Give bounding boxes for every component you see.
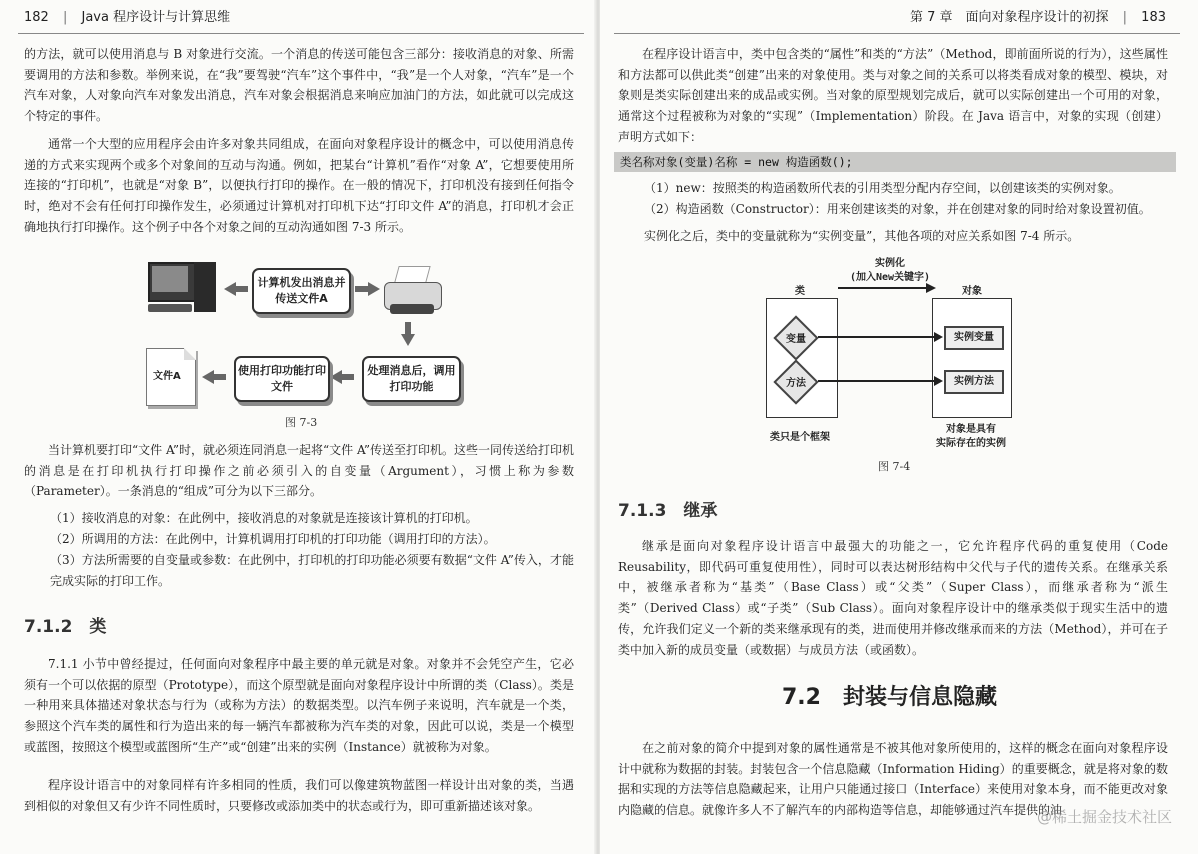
paragraph: 在程序设计语言中，类中包含类的“属性”和类的“方法”（Method，即前面所说的行为），这些属性和方法都可以供此类“创建”出来的对象使用。类与对象之间的关系可以将类看成对象的模型、模块，对象则是类实际创建出来的成品或实例。当对象的原型规划完成后，就可以实际创建出一个可用的对象，通常这个过程被称为对象的“实现”（Implementation）阶段。在 Java 语言中，对象的实现（创建）声明方式如下： (618, 47, 1168, 144)
list-item: （2）所调用的方法：在此例中，计算机调用打印机的打印功能（调用打印的方法）。 (50, 532, 496, 546)
object-note-line2: 实际存在的实例 (936, 438, 1006, 449)
list-item: （3）方法所需要的自变量或参数：在此例中，打印机的打印功能必须要有数据“文件 A”传入，才能完成实际的打印工作。 (50, 553, 574, 588)
header-divider: | (62, 10, 68, 25)
paragraph: 实例化之后，类中的变量就称为“实例变量”，其他各项的对应关系如图 7-4 所示。 (644, 229, 1080, 243)
left-page-header (24, 6, 230, 25)
paragraph: 程序设计语言中的对象同样有许多相同的性质，我们可以像建筑物蓝图一样设计出对象的类，当遇到相似的对象但又有少许不同性质时，只要修改或添加类中的状态或行为，即可重新描述该对象。 (24, 778, 574, 813)
left-page-number: 182 (24, 10, 49, 25)
paragraph: 的方法，就可以使用消息与 B 对象进行交流。一个消息的传送可能包含三部分：接收消息的对象、所需要调用的方法和参数。举例来说，在“我”要驾驶“汽车”这个事件中，“我”是一个人对象，“汽车”是一个汽车对象，人对象向汽车对象发出消息，汽车对象会根据消息来响应加油门的方法，如此就可以完成这个特定的事件。 (24, 47, 574, 124)
paragraph: 在之前对象的简介中提到对象的属性通常是不被其他对象所使用的，这样的概念在面向对象程序设计中就称为数据的封装。封装包含一个信息隐藏（Information Hiding）的重要概念，就是将对象的数据和实现的方法等信息隐藏起来，让用户只能通过接口（Interface）来使用对象本身，而不能更改对象内隐藏的信息。就像许多人不了解汽车的内部构造等信息，却能够通过汽车提供的油 (618, 741, 1168, 818)
figure-caption: 图 7-3 (285, 416, 318, 429)
paragraph: 7.1.1 小节中曾经提过，任何面向对象程序中最主要的单元就是对象。对象并不会凭空产生，它必须有一个可以依据的原型（Prototype），而这个原型就是面向对象程序设计中所谓的类（Class）。类是一种用来具体描述对象状态与行为（或称为方法）的数据类型。以汽车例子来说明，汽车就是一个类，参照这个汽车类的属性和行为造出来的每一辆汽车都被称为汽车类的对象，因此可以说，类是一个模型或蓝图，按照这个模型或蓝图所“生产”或“创建”出来的实例（Instance）就被称为对象。 (24, 657, 574, 754)
connector-line (818, 336, 936, 338)
arrow-left-icon (224, 282, 236, 296)
flow-box-print-file: 使用打印功能打印文件 (234, 356, 330, 402)
class-label: 类 (795, 286, 805, 297)
connector-line (818, 380, 936, 382)
right-page-header (910, 6, 1166, 25)
paragraph: 当计算机要打印“文件 A”时，就必须连同消息一起将“文件 A”传送至打印机。这些一同传送给打印机的消息是在打印机执行打印操作之前必须引入的自变量（Argument），习惯上称为参数（Parameter）。一条消息的“组成”可分为以下三部分。 (24, 443, 574, 499)
object-note-line1: 对象是具有 (946, 424, 996, 435)
object-frame (932, 298, 1012, 418)
right-page-number: 183 (1141, 10, 1166, 25)
section-heading-7-2: 7.2 封装与信息隐藏 (782, 685, 997, 710)
arrow-left-icon (330, 370, 342, 384)
instance-method-box: 实例方法 (944, 370, 1004, 394)
list-item: （1）new：按照类的构造函数所代表的引用类型分配内存空间，以创建该类的实例对象。 (644, 181, 1121, 195)
arrow-down-icon (401, 334, 415, 346)
variable-label: 变量 (786, 334, 806, 345)
arrow-shaft (355, 286, 369, 292)
arrow-right-icon (934, 332, 943, 342)
flow-box-send-message: 计算机发出消息并传送文件A (252, 268, 351, 314)
class-note: 类只是个框架 (770, 432, 830, 443)
document-label: 文件A (153, 371, 181, 382)
figure-caption: 图 7-4 (878, 460, 911, 473)
arrow-shaft (340, 374, 354, 380)
instantiation-label: 实例化 (875, 258, 905, 269)
instance-variable-box: 实例变量 (944, 326, 1004, 350)
object-label: 对象 (962, 286, 982, 297)
code-line: 类名称对象(变量)名称 = new 构造函数(); (614, 152, 1176, 172)
arrow-right-icon (368, 282, 380, 296)
paragraph: 继承是面向对象程序设计语言中最强大的功能之一，它允许程序代码的重复使用（Code Reusability，即代码可重复使用性），同时可以表达树形结构中父代与子代的遗传关系。在继承关系中，被继承者称为“基类”（Base Class）或“父类”（Super Class），而继承者称为“派生类”（Derived Class）或“子类”（Sub Class）。面向对象程序设计中的继承类似于现实生活中的遗传，允许我们定义一个新的类来继承现有的类，进而使用并修改继承而来的方法（Method），并可在子类中加入新的成员变量（或数据）与成员方法（或函数）。 (618, 539, 1168, 657)
arrow-left-icon (202, 370, 214, 384)
arrow-shaft (212, 374, 226, 380)
chapter-title: 第 7 章 面向对象程序设计的初探 (909, 10, 1109, 25)
right-page (600, 0, 1198, 854)
arrow-right-icon (934, 376, 943, 386)
header-rule (18, 33, 584, 34)
book-title: Java 程序设计与计算思维 (81, 10, 231, 25)
printer-icon (384, 266, 442, 318)
section-heading-7-1-2: 7.1.2 类 (24, 617, 107, 637)
class-frame (766, 298, 838, 418)
watermark: @稀土掘金技术社区 (1036, 808, 1172, 826)
list-item: （2）构造函数（Constructor）：用来创建该类的对象，并在创建对象的同时给对象设置初值。 (644, 202, 1151, 216)
computer-icon (148, 262, 218, 322)
flow-box-process-message: 处理消息后，调用打印功能 (362, 356, 461, 402)
left-page (0, 0, 596, 854)
header-divider: | (1122, 10, 1128, 25)
section-heading-7-1-3: 7.1.3 继承 (618, 501, 718, 521)
header-rule (614, 33, 1180, 34)
method-label: 方法 (786, 378, 806, 389)
arrow-shaft (236, 286, 248, 292)
paragraph: 通常一个大型的应用程序会由许多对象共同组成，在面向对象程序设计的概念中，可以使用消息传递的方式来实现两个或多个对象间的互动与沟通。例如，把某台“计算机”看作“对象 A”，它想要使用所连接的“打印机”，也就是“对象 B”，以便执行打印的操作。在一般的情况下，打印机没有接到任何指令时，绝对不会有任何打印操作发生，必须通过计算机对打印机下达“打印文件 A”的消息，打印机才会正确地执行打印操作。这个例子中各个对象之间的互动沟通如图 7-3 所示。 (24, 137, 574, 234)
list-item: （1）接收消息的对象：在此例中，接收消息的对象就是连接该计算机的打印机。 (50, 511, 478, 525)
document-icon (146, 348, 196, 406)
arrow-right-icon (926, 283, 936, 293)
new-keyword-label: (加入New关键字) (849, 272, 931, 283)
arrow-shaft (838, 287, 928, 289)
